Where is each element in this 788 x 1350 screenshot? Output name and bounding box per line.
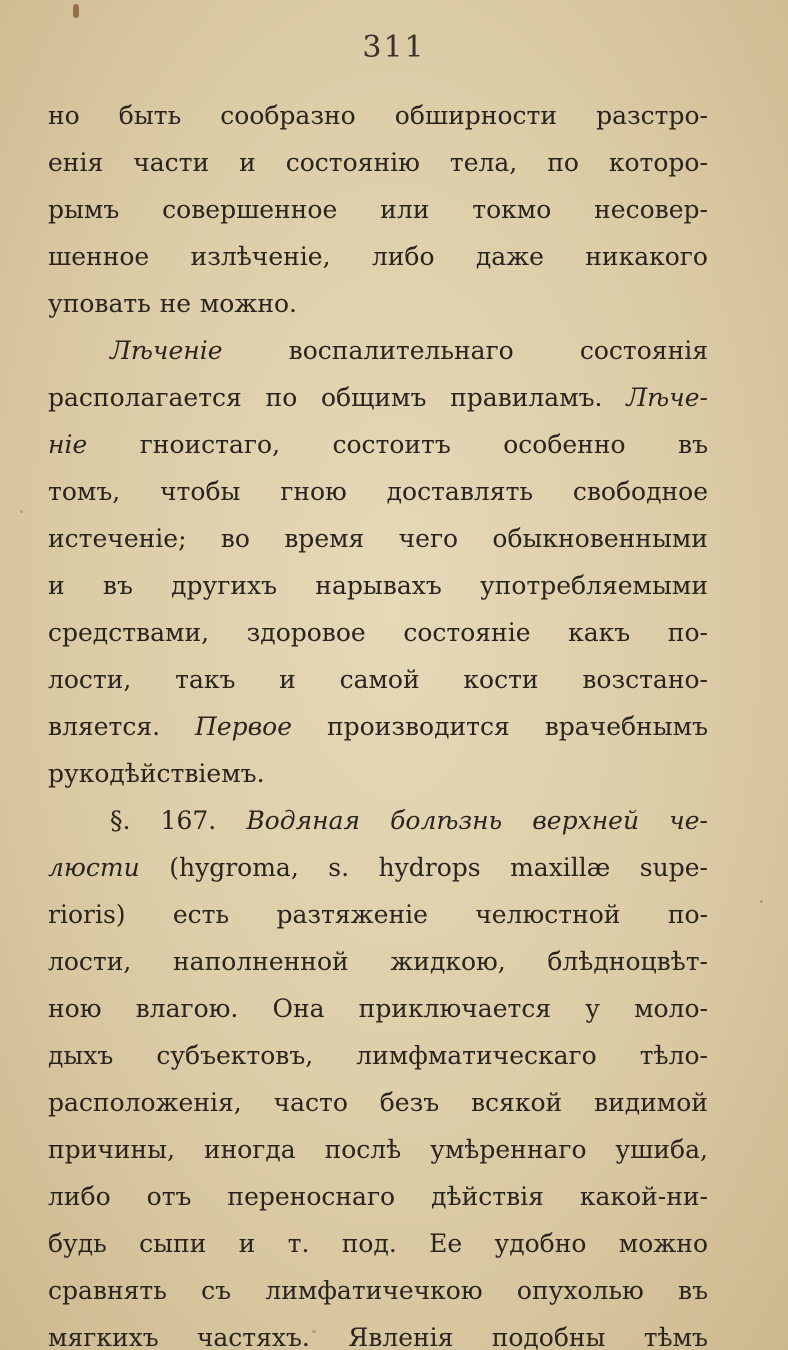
word: s. xyxy=(328,853,350,882)
word: мягкихъ xyxy=(48,1323,159,1350)
word: состоянію xyxy=(285,148,420,177)
word: жидкою, xyxy=(390,947,506,976)
word: и xyxy=(239,148,256,177)
word: сообразно xyxy=(220,101,356,130)
word: под. xyxy=(341,1229,397,1258)
word: или xyxy=(380,195,430,224)
word: приключается xyxy=(358,994,552,1023)
word: Она xyxy=(272,994,325,1023)
word: че- xyxy=(669,806,708,835)
word: рымъ xyxy=(48,195,120,224)
word: обыкновенными xyxy=(492,524,708,553)
word: чего xyxy=(398,524,459,553)
word: удобно xyxy=(494,1229,587,1258)
word: люсти xyxy=(48,853,140,882)
word: лости, xyxy=(48,665,132,694)
word: разтяженіе xyxy=(276,900,428,929)
word: самой xyxy=(339,665,420,694)
word: опухолью xyxy=(516,1276,644,1305)
word: Первое xyxy=(195,712,293,741)
paper-speck xyxy=(312,1330,316,1333)
word: влагою. xyxy=(135,994,239,1023)
word: особенно xyxy=(503,430,626,459)
word: субъектовъ, xyxy=(156,1041,314,1070)
word: Лѣченіе xyxy=(110,336,223,365)
body-text xyxy=(48,92,708,1350)
paper-speck xyxy=(20,510,23,513)
word: лимфатичечкою xyxy=(265,1276,483,1305)
word: Лѣче- xyxy=(626,383,708,412)
word: лимфматическаго xyxy=(356,1041,597,1070)
text-line xyxy=(48,280,708,327)
text-line xyxy=(48,656,708,703)
word: будь xyxy=(48,1229,107,1258)
word: послѣ xyxy=(324,1135,402,1164)
word: челюстной xyxy=(475,900,621,929)
word: кости xyxy=(463,665,539,694)
word: Водяная xyxy=(246,806,361,835)
word: не xyxy=(159,289,192,318)
word: причины, xyxy=(48,1135,176,1164)
word: можно xyxy=(618,1229,708,1258)
word: какъ xyxy=(568,618,631,647)
text-line xyxy=(48,1267,708,1314)
word: правиламъ. xyxy=(450,383,603,412)
word: состоитъ xyxy=(332,430,451,459)
word: либо xyxy=(371,242,435,271)
text-line xyxy=(48,468,708,515)
word: частяхъ. xyxy=(196,1323,310,1350)
word: енія xyxy=(48,148,104,177)
word: тѣло- xyxy=(639,1041,708,1070)
word: общимъ xyxy=(321,383,427,412)
word: дыхъ xyxy=(48,1041,114,1070)
word: части xyxy=(133,148,210,177)
word: токмо xyxy=(472,195,552,224)
word: supe- xyxy=(639,853,708,882)
word: и xyxy=(48,571,65,600)
word: въ xyxy=(678,430,708,459)
word: съ xyxy=(201,1276,232,1305)
word: вляется. xyxy=(48,712,161,741)
word: излѣченіе, xyxy=(190,242,331,271)
word: дѣйствія xyxy=(431,1182,544,1211)
word: возстано- xyxy=(582,665,708,694)
word: быть xyxy=(118,101,182,130)
word: и xyxy=(238,1229,256,1258)
word: ною xyxy=(48,994,102,1023)
text-line xyxy=(48,327,708,374)
word: т. xyxy=(287,1229,310,1258)
word: воспалительнаго xyxy=(288,336,514,365)
word: томъ, xyxy=(48,477,121,506)
word: тела, xyxy=(449,148,518,177)
word: сравнять xyxy=(48,1276,167,1305)
text-line xyxy=(48,233,708,280)
word: отъ xyxy=(146,1182,192,1211)
word: такъ xyxy=(175,665,236,694)
text-line xyxy=(48,1173,708,1220)
word: совершенное xyxy=(162,195,338,224)
word: доставлять xyxy=(386,477,534,506)
word: подобны xyxy=(491,1323,606,1350)
word: располагается xyxy=(48,383,242,412)
word: (hygroma, xyxy=(169,853,299,882)
word: по xyxy=(547,148,579,177)
word: есть xyxy=(172,900,230,929)
word: maxillæ xyxy=(510,853,611,882)
word: несовер- xyxy=(594,195,708,224)
word: чтобы xyxy=(160,477,241,506)
word: въ xyxy=(678,1276,708,1305)
word: состояніе xyxy=(403,618,531,647)
word: наполненной xyxy=(173,947,349,976)
word: Ее xyxy=(429,1229,463,1258)
text-line xyxy=(48,797,708,844)
word: состоянія xyxy=(579,336,708,365)
text-line xyxy=(48,92,708,139)
word: которо- xyxy=(608,148,708,177)
word: шенное xyxy=(48,242,150,271)
word: время xyxy=(284,524,365,553)
text-line xyxy=(48,421,708,468)
word: либо xyxy=(48,1182,111,1211)
word: здоровое xyxy=(246,618,366,647)
word: блѣдноцвѣт- xyxy=(547,947,708,976)
text-line xyxy=(48,703,708,750)
text-line xyxy=(48,985,708,1032)
text-line xyxy=(48,891,708,938)
word: въ xyxy=(102,571,133,600)
word: по- xyxy=(667,618,708,647)
word: всякой xyxy=(470,1088,563,1117)
word: видимой xyxy=(594,1088,708,1117)
paper-speck xyxy=(73,4,79,18)
text-line xyxy=(48,750,708,797)
word: гноистаго, xyxy=(139,430,281,459)
word: другихъ xyxy=(171,571,278,600)
paper-speck xyxy=(760,900,763,903)
page-number: 311 xyxy=(362,30,426,65)
text-line xyxy=(48,609,708,656)
text-line xyxy=(48,139,708,186)
word: ушиба, xyxy=(615,1135,708,1164)
word: какой-ни- xyxy=(579,1182,708,1211)
word: уповать xyxy=(48,289,151,318)
word: 167. xyxy=(160,806,217,835)
word: никакого xyxy=(585,242,708,271)
text-line xyxy=(48,1079,708,1126)
text-line xyxy=(48,844,708,891)
word: rioris) xyxy=(48,900,126,929)
word: умѣреннаго xyxy=(430,1135,587,1164)
word: разстро- xyxy=(596,101,708,130)
text-line xyxy=(48,938,708,985)
word: по- xyxy=(667,900,708,929)
word: средствами, xyxy=(48,618,210,647)
word: тѣмъ xyxy=(643,1323,708,1350)
word: и xyxy=(279,665,296,694)
text-line xyxy=(48,1314,708,1350)
text-line xyxy=(48,1220,708,1267)
word: но xyxy=(48,101,80,130)
word: обширности xyxy=(394,101,557,130)
word: §. xyxy=(110,806,131,835)
word: расположенія, xyxy=(48,1088,242,1117)
text-line xyxy=(48,374,708,421)
text-line xyxy=(48,515,708,562)
word: лости, xyxy=(48,947,132,976)
word: переноснаго xyxy=(227,1182,396,1211)
text-line xyxy=(48,1032,708,1079)
word: сыпи xyxy=(139,1229,207,1258)
word: безъ xyxy=(379,1088,440,1117)
word: по xyxy=(265,383,298,412)
word: рукодѣйствіемъ. xyxy=(48,759,265,788)
word: верхней xyxy=(532,806,640,835)
word: врачебнымъ xyxy=(544,712,708,741)
word: можно. xyxy=(199,289,297,318)
word: ніе xyxy=(48,430,88,459)
word: производится xyxy=(326,712,510,741)
word: иногда xyxy=(203,1135,296,1164)
word: истеченіе; xyxy=(48,524,187,553)
text-line xyxy=(48,1126,708,1173)
word: болѣзнь xyxy=(390,806,503,835)
word: Явленія xyxy=(348,1323,454,1350)
word: у xyxy=(585,994,600,1023)
word: во xyxy=(220,524,250,553)
word: гною xyxy=(280,477,347,506)
word: свободное xyxy=(572,477,708,506)
word: hydrops xyxy=(378,853,481,882)
word: нарывахъ xyxy=(315,571,442,600)
word: моло- xyxy=(634,994,708,1023)
word: даже xyxy=(475,242,544,271)
text-line xyxy=(48,186,708,233)
word: часто xyxy=(273,1088,348,1117)
text-line xyxy=(48,562,708,609)
word: употребляемыми xyxy=(479,571,708,600)
